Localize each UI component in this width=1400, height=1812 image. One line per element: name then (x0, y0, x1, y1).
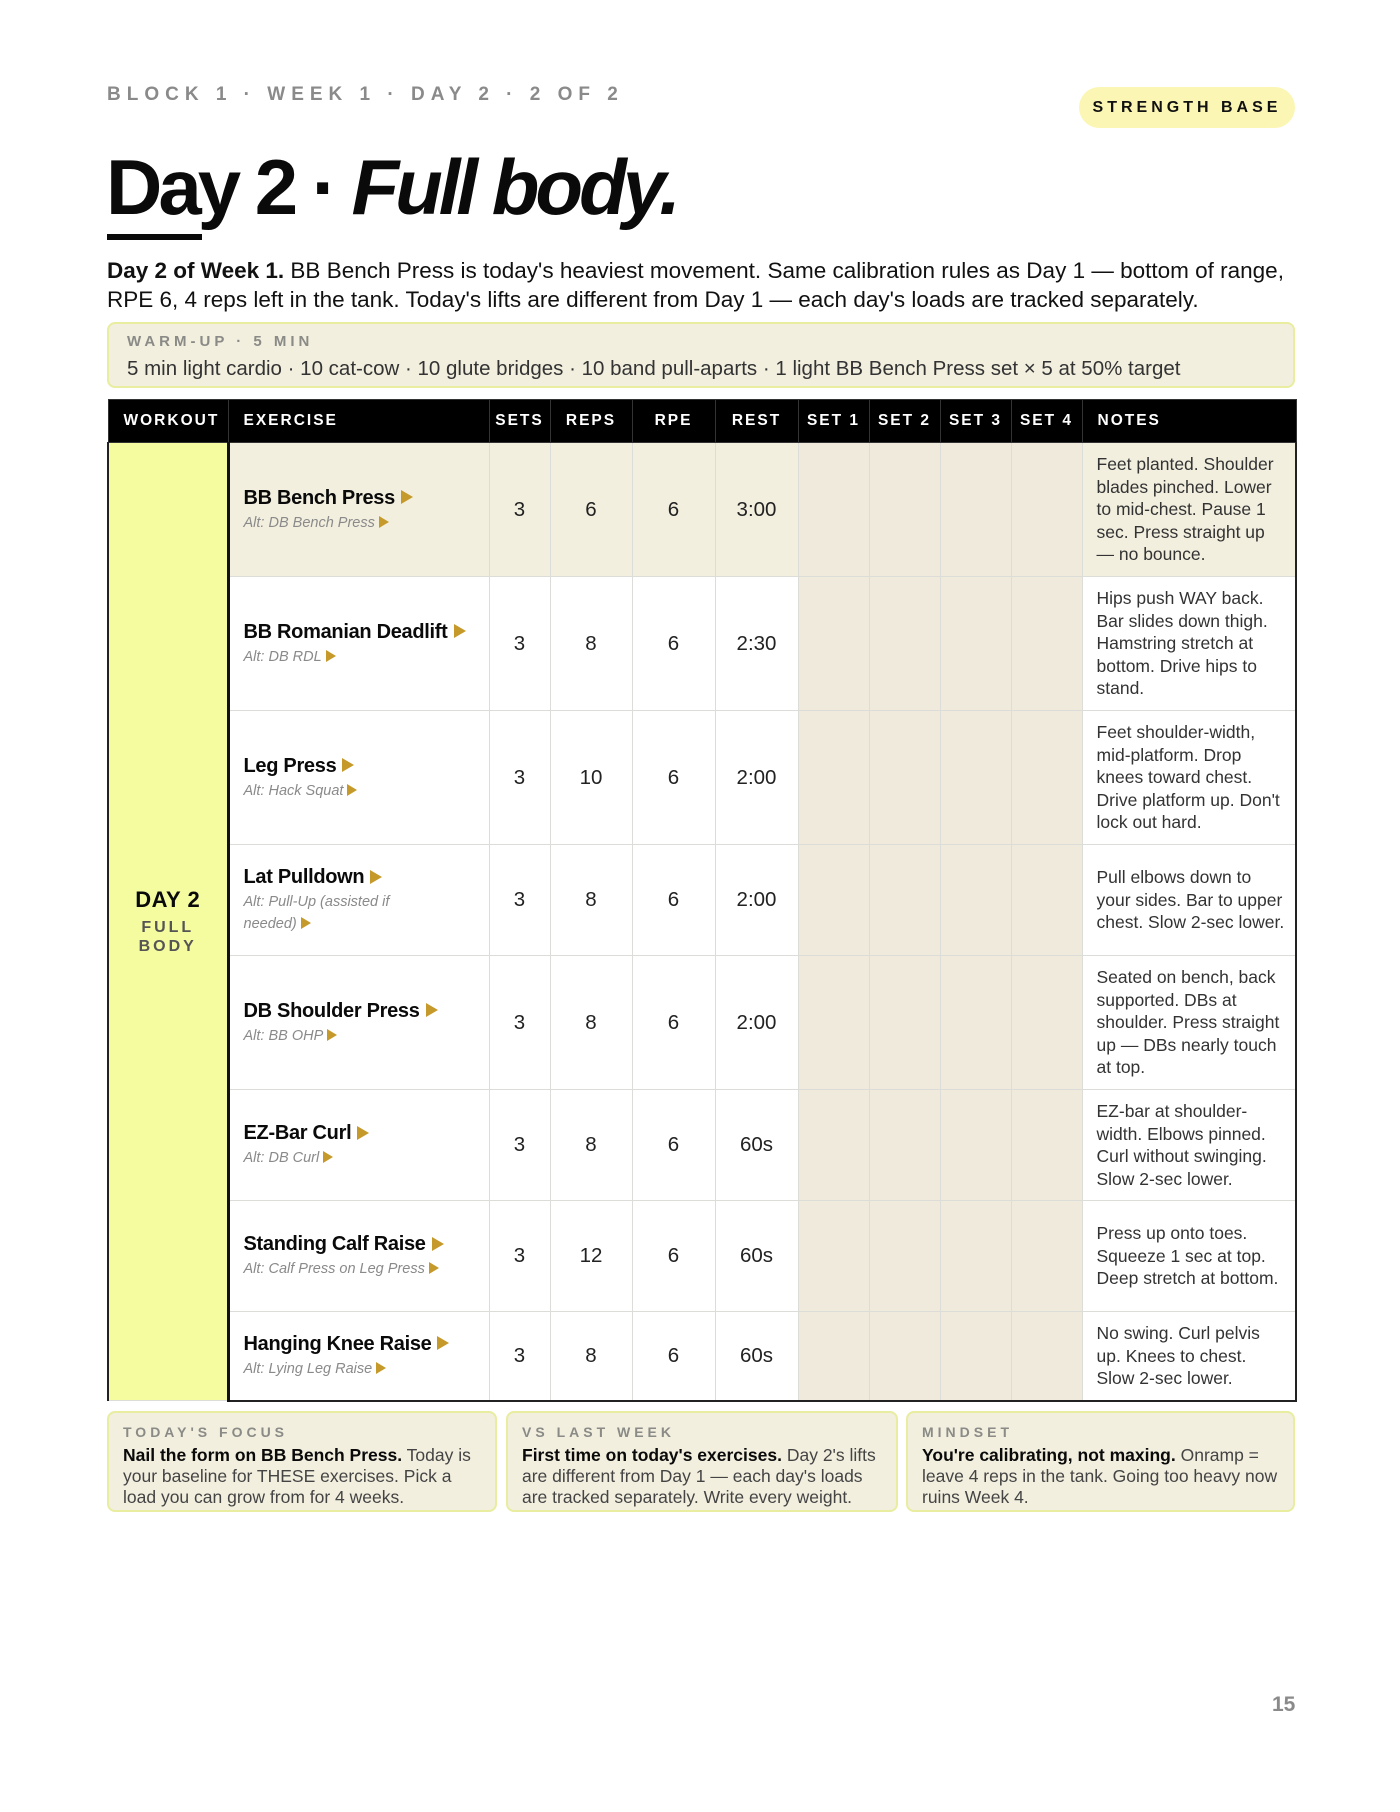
set4-input[interactable] (1011, 443, 1082, 577)
play-video-icon[interactable] (357, 1126, 369, 1140)
page-title (106, 142, 677, 232)
play-video-icon[interactable] (437, 1336, 449, 1350)
set3-input[interactable] (940, 1312, 1011, 1401)
card-text: You're calibrating, not maxing. Onramp = leave 4 reps in the tank. Going too heavy now ruins Week 4. (922, 1445, 1278, 1507)
sets-cell: 3 (489, 1312, 550, 1401)
exercise-cell (228, 1090, 489, 1201)
rpe-cell: 6 (632, 711, 715, 845)
exercise-alt[interactable]: Alt: DB RDL (244, 646, 489, 668)
exercise-cell (228, 1201, 489, 1312)
header-set1: SET 1 (798, 400, 869, 443)
exercise-alt[interactable]: Alt: BB OHP (244, 1025, 489, 1047)
play-video-icon[interactable] (454, 624, 466, 638)
table-row (108, 1312, 1296, 1401)
set2-input[interactable] (869, 577, 940, 711)
table-row (108, 1201, 1296, 1312)
set4-input[interactable] (1011, 1312, 1082, 1401)
reps-cell: 10 (550, 711, 632, 845)
exercise-cell (228, 711, 489, 845)
notes-cell: No swing. Curl pelvis up. Knees to chest. Slow 2-sec lower. (1082, 1312, 1296, 1401)
set4-input[interactable] (1011, 577, 1082, 711)
notes-cell: Seated on bench, back supported. DBs at shoulder. Press straight up — DBs nearly touch at top. (1082, 956, 1296, 1090)
play-video-icon[interactable] (301, 917, 311, 929)
exercise-name[interactable]: Leg Press (244, 754, 489, 778)
header-reps: REPS (550, 400, 632, 443)
exercise-alt[interactable]: Alt: DB Curl (244, 1147, 489, 1169)
table-row (108, 956, 1296, 1090)
set3-input[interactable] (940, 443, 1011, 577)
set3-input[interactable] (940, 956, 1011, 1090)
header-rest: REST (715, 400, 798, 443)
set1-input[interactable] (798, 577, 869, 711)
set1-input[interactable] (798, 1201, 869, 1312)
play-video-icon[interactable] (370, 870, 382, 884)
title-focus: Full body. (351, 143, 677, 231)
reps-cell: 8 (550, 1090, 632, 1201)
exercise-alt[interactable]: Alt: DB Bench Press (244, 512, 489, 534)
set3-input[interactable] (940, 845, 1011, 956)
exercise-name[interactable]: Lat Pulldown (244, 865, 489, 889)
reps-cell: 8 (550, 1312, 632, 1401)
workout-table (107, 399, 1297, 1402)
rest-cell: 3:00 (715, 443, 798, 577)
exercise-cell (228, 1312, 489, 1401)
header-rpe: RPE (632, 400, 715, 443)
set1-input[interactable] (798, 845, 869, 956)
notes-cell: Pull elbows down to your sides. Bar to upper chest. Slow 2-sec lower. (1082, 845, 1296, 956)
workout-day-sub-line1: FULL (141, 919, 195, 936)
set4-input[interactable] (1011, 956, 1082, 1090)
table-row (108, 443, 1296, 577)
exercise-name[interactable]: DB Shoulder Press (244, 999, 489, 1023)
card-text: Nail the form on BB Bench Press. Today is your baseline for THESE exercises. Pick a load you can grow from for 4 weeks. (123, 1445, 471, 1507)
workout-day-sub (109, 918, 227, 956)
exercise-name[interactable]: BB Bench Press (244, 486, 489, 510)
set1-input[interactable] (798, 443, 869, 577)
set2-input[interactable] (869, 1090, 940, 1201)
exercise-alt[interactable]: Alt: Pull-Up (assisted if needed) (243, 894, 390, 932)
set2-input[interactable] (869, 845, 940, 956)
rest-cell: 2:30 (715, 577, 798, 711)
sets-cell: 3 (489, 956, 550, 1090)
warmup-label: WARM-UP · 5 MIN (127, 333, 314, 350)
sets-cell: 3 (489, 577, 550, 711)
header-exercise: EXERCISE (228, 400, 489, 443)
set1-input[interactable] (798, 711, 869, 845)
title-day: Day 2 · (106, 143, 352, 231)
reps-cell: 6 (550, 443, 632, 577)
exercise-name[interactable]: BB Romanian Deadlift (244, 620, 489, 644)
exercise-cell (228, 845, 489, 956)
sets-cell: 3 (489, 711, 550, 845)
intro-text: BB Bench Press is today's heaviest movement. Same calibration rules as Day 1 — bottom of range, RPE 6, 4 reps left in the tank. Today's lifts are different from Day 1 — each day's loads are tracked separately. (107, 258, 1284, 312)
play-video-icon[interactable] (347, 784, 357, 796)
set2-input[interactable] (869, 1201, 940, 1312)
program-badge: STRENGTH BASE (1079, 87, 1295, 128)
exercise-name[interactable]: Hanging Knee Raise (244, 1332, 489, 1356)
play-video-icon[interactable] (379, 516, 389, 528)
exercise-alt[interactable]: Alt: Calf Press on Leg Press (244, 1258, 489, 1280)
intro-paragraph (107, 256, 1297, 314)
rest-cell: 60s (715, 1090, 798, 1201)
set1-input[interactable] (798, 1312, 869, 1401)
card-label: MINDSET (922, 1424, 1013, 1440)
play-video-icon[interactable] (401, 490, 413, 504)
play-video-icon[interactable] (432, 1237, 444, 1251)
rpe-cell: 6 (632, 577, 715, 711)
workout-day-sub-line2: BODY (138, 938, 197, 955)
table-header-row (108, 400, 1296, 443)
table-row (108, 577, 1296, 711)
rpe-cell: 6 (632, 956, 715, 1090)
rest-cell: 2:00 (715, 956, 798, 1090)
table-row (108, 1090, 1296, 1201)
mindset-card (906, 1411, 1295, 1512)
workout-day-label: DAY 2 (135, 887, 201, 912)
card-label: TODAY'S FOCUS (123, 1424, 289, 1440)
play-video-icon[interactable] (327, 1029, 337, 1041)
focus-card (107, 1411, 497, 1512)
sets-cell: 3 (489, 845, 550, 956)
table-row (108, 711, 1296, 845)
set4-input[interactable] (1011, 845, 1082, 956)
notes-cell: Feet planted. Shoulder blades pinched. Lower to mid-chest. Pause 1 sec. Press straight up — no bounce. (1082, 443, 1296, 577)
exercise-alt[interactable]: Alt: Hack Squat (244, 780, 489, 802)
sets-cell: 3 (489, 443, 550, 577)
table-row (108, 845, 1296, 956)
exercise-cell (228, 956, 489, 1090)
set3-input[interactable] (940, 711, 1011, 845)
warmup-text: 5 min light cardio · 10 cat-cow · 10 glute bridges · 10 band pull-aparts · 1 light BB Bench Press set × 5 at 50% target (127, 357, 1181, 380)
exercise-alt[interactable]: Alt: Lying Leg Raise (244, 1358, 489, 1380)
set4-input[interactable] (1011, 1201, 1082, 1312)
title-underline (107, 234, 202, 240)
notes-cell: Feet shoulder-width, mid-platform. Drop knees toward chest. Drive platform up. Don't lock out hard. (1082, 711, 1296, 845)
play-video-icon[interactable] (376, 1362, 386, 1374)
header-workout: WORKOUT (108, 400, 228, 443)
set4-input[interactable] (1011, 711, 1082, 845)
set4-input[interactable] (1011, 1090, 1082, 1201)
header-set4: SET 4 (1011, 400, 1082, 443)
play-video-icon[interactable] (429, 1262, 439, 1274)
notes-cell: EZ-bar at shoulder-width. Elbows pinned. Curl without swinging. Slow 2-sec lower. (1082, 1090, 1296, 1201)
card-label: VS LAST WEEK (522, 1424, 676, 1440)
sets-cell: 3 (489, 1201, 550, 1312)
header-notes: NOTES (1082, 400, 1296, 443)
play-video-icon[interactable] (323, 1151, 333, 1163)
notes-cell: Hips push WAY back. Bar slides down thigh. Hamstring stretch at bottom. Drive hips to stand. (1082, 577, 1296, 711)
set3-input[interactable] (940, 577, 1011, 711)
set2-input[interactable] (869, 443, 940, 577)
play-video-icon[interactable] (342, 758, 354, 772)
card-text: First time on today's exercises. Day 2's lifts are different from Day 1 — each day's loads are tracked separately. Write every weight. (522, 1445, 876, 1507)
workout-day-cell (108, 443, 228, 1401)
set1-input[interactable] (798, 956, 869, 1090)
header-set2: SET 2 (869, 400, 940, 443)
set3-input[interactable] (940, 1201, 1011, 1312)
page-number: 15 (1272, 1693, 1296, 1716)
exercise-cell (228, 443, 489, 577)
rest-cell: 60s (715, 1312, 798, 1401)
header-set3: SET 3 (940, 400, 1011, 443)
exercise-name[interactable]: EZ-Bar Curl (244, 1121, 489, 1145)
set2-input[interactable] (869, 711, 940, 845)
set2-input[interactable] (869, 1312, 940, 1401)
sets-cell: 3 (489, 1090, 550, 1201)
set3-input[interactable] (940, 1090, 1011, 1201)
rest-cell: 60s (715, 1201, 798, 1312)
rpe-cell: 6 (632, 845, 715, 956)
breadcrumb: BLOCK 1 · WEEK 1 · DAY 2 · 2 OF 2 (107, 84, 624, 105)
notes-cell: Press up onto toes. Squeeze 1 sec at top. Deep stretch at bottom. (1082, 1201, 1296, 1312)
reps-cell: 8 (550, 956, 632, 1090)
rpe-cell: 6 (632, 1312, 715, 1401)
rpe-cell: 6 (632, 1201, 715, 1312)
warmup-box (107, 322, 1295, 388)
rest-cell: 2:00 (715, 845, 798, 956)
reps-cell: 8 (550, 577, 632, 711)
header-sets: SETS (489, 400, 550, 443)
reps-cell: 8 (550, 845, 632, 956)
play-video-icon[interactable] (426, 1003, 438, 1017)
exercise-name[interactable]: Standing Calf Raise (244, 1232, 489, 1256)
vs-last-week-card (506, 1411, 898, 1512)
rest-cell: 2:00 (715, 711, 798, 845)
rpe-cell: 6 (632, 443, 715, 577)
exercise-cell (228, 577, 489, 711)
intro-lead: Day 2 of Week 1. (107, 258, 285, 283)
reps-cell: 12 (550, 1201, 632, 1312)
play-video-icon[interactable] (326, 650, 336, 662)
rpe-cell: 6 (632, 1090, 715, 1201)
set1-input[interactable] (798, 1090, 869, 1201)
set2-input[interactable] (869, 956, 940, 1090)
